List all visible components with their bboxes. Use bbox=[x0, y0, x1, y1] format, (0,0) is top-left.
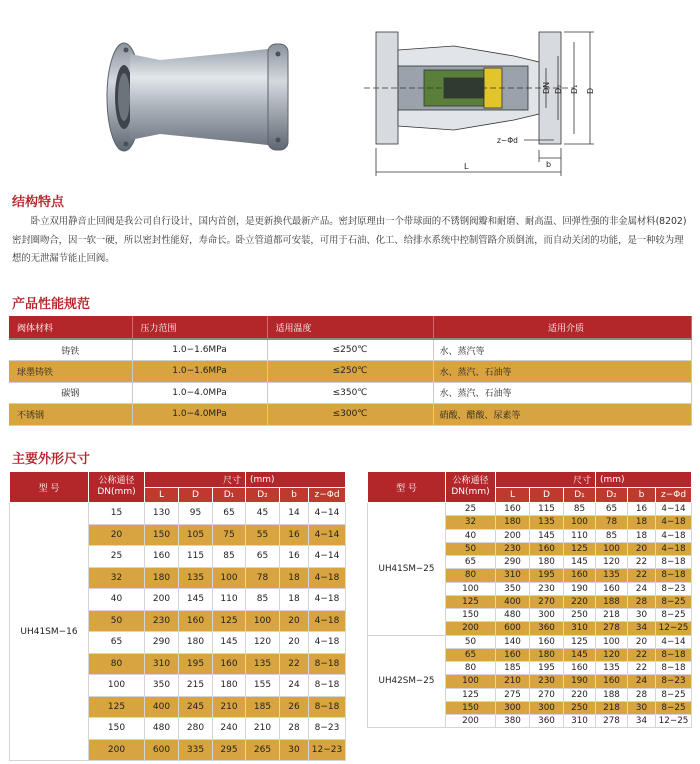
header-unit: (mm) bbox=[246, 472, 346, 488]
table-cell: 85 bbox=[596, 529, 628, 542]
table-cell: 200 bbox=[446, 715, 496, 728]
table-cell: 150 bbox=[145, 524, 179, 546]
table-cell: 水、蒸汽等 bbox=[433, 339, 691, 361]
table-cell: 75 bbox=[213, 524, 246, 546]
header-dn-right: 公称通径DN(mm) bbox=[446, 472, 496, 503]
table-cell: 20 bbox=[280, 610, 309, 632]
table-cell: 110 bbox=[213, 589, 246, 611]
header-col: D₁ bbox=[213, 488, 246, 503]
table-cell: 145 bbox=[564, 556, 596, 569]
table-cell: 265 bbox=[246, 739, 280, 761]
table-cell: 不锈钢 bbox=[9, 404, 132, 426]
dimensions-table-right bbox=[367, 471, 692, 728]
table-cell: 125 bbox=[446, 595, 496, 608]
table-cell: 25 bbox=[89, 546, 145, 568]
header-col: D₂ bbox=[596, 488, 628, 503]
table-cell: 8−18 bbox=[656, 648, 692, 661]
table-cell: 4−14 bbox=[656, 635, 692, 648]
table-cell: 110 bbox=[564, 529, 596, 542]
header-col: L bbox=[496, 488, 530, 503]
table-cell: 145 bbox=[530, 529, 564, 542]
table-cell: 26 bbox=[280, 696, 309, 718]
table-cell: 180 bbox=[179, 632, 213, 654]
table-cell: 230 bbox=[530, 675, 564, 688]
table-cell: 32 bbox=[446, 516, 496, 529]
structure-title: 结构特点 bbox=[12, 195, 65, 210]
table-cell: 335 bbox=[179, 739, 213, 761]
table-cell: 20 bbox=[628, 542, 656, 555]
table-cell: 65 bbox=[446, 648, 496, 661]
table-cell: 32 bbox=[89, 567, 145, 589]
dimensions-right-body bbox=[368, 503, 692, 728]
table-cell: 195 bbox=[530, 662, 564, 675]
table-cell: 135 bbox=[596, 569, 628, 582]
table-cell: 310 bbox=[564, 622, 596, 635]
performance-title: 产品性能规范 bbox=[12, 297, 91, 312]
table-cell: 80 bbox=[89, 653, 145, 675]
table-cell: 65 bbox=[213, 503, 246, 525]
label-d: D bbox=[586, 87, 595, 94]
table-cell: 22 bbox=[628, 569, 656, 582]
table-cell: 200 bbox=[145, 589, 179, 611]
table-cell: 250 bbox=[564, 609, 596, 622]
label-dn: DN bbox=[542, 81, 551, 94]
table-cell: 200 bbox=[89, 739, 145, 761]
table-cell: 310 bbox=[564, 715, 596, 728]
table-cell: 360 bbox=[530, 715, 564, 728]
table-cell: 220 bbox=[564, 595, 596, 608]
table-cell: 水、蒸汽、石油等 bbox=[433, 361, 691, 383]
table-cell: 100 bbox=[446, 582, 496, 595]
table-cell: 145 bbox=[179, 589, 213, 611]
header-col: b bbox=[280, 488, 309, 503]
table-cell: 230 bbox=[145, 610, 179, 632]
header-col: z−Φd bbox=[656, 488, 692, 503]
header-col: z−Φd bbox=[309, 488, 346, 503]
table-row bbox=[9, 361, 691, 383]
table-cell: 300 bbox=[530, 701, 564, 714]
table-cell: 160 bbox=[564, 569, 596, 582]
header-dn: 公称通径DN(mm) bbox=[89, 472, 145, 503]
table-cell: 400 bbox=[145, 696, 179, 718]
table-cell: 280 bbox=[179, 718, 213, 740]
table-cell: 155 bbox=[246, 675, 280, 697]
table-cell: 140 bbox=[496, 635, 530, 648]
table-cell: 215 bbox=[179, 675, 213, 697]
model-cell: UH41SM−16 bbox=[10, 503, 89, 761]
table-cell: 球墨铸铁 bbox=[9, 361, 132, 383]
table-cell: 8−25 bbox=[656, 595, 692, 608]
table-cell: 115 bbox=[179, 546, 213, 568]
table-cell: 55 bbox=[246, 524, 280, 546]
table-cell: 34 bbox=[628, 622, 656, 635]
table-cell: 25 bbox=[446, 503, 496, 516]
table-cell: 210 bbox=[496, 675, 530, 688]
table-cell: 硝酸、醋酸、尿素等 bbox=[433, 404, 691, 426]
table-cell: 8−23 bbox=[309, 718, 346, 740]
table-cell: 28 bbox=[280, 718, 309, 740]
table-cell: 15 bbox=[89, 503, 145, 525]
table-cell: 100 bbox=[213, 567, 246, 589]
table-cell: 190 bbox=[564, 675, 596, 688]
header-col: L bbox=[145, 488, 179, 503]
table-cell: 300 bbox=[496, 701, 530, 714]
label-hole: z−Φd bbox=[497, 136, 518, 145]
table-cell: 4−18 bbox=[309, 610, 346, 632]
table-cell: 150 bbox=[446, 609, 496, 622]
table-cell: 350 bbox=[145, 675, 179, 697]
table-cell: 24 bbox=[628, 582, 656, 595]
table-cell: 18 bbox=[280, 567, 309, 589]
table-cell: 22 bbox=[628, 648, 656, 661]
table-cell: 4−14 bbox=[309, 546, 346, 568]
table-cell: 22 bbox=[628, 556, 656, 569]
table-cell: 20 bbox=[280, 632, 309, 654]
table-cell: 350 bbox=[496, 582, 530, 595]
table-cell: 85 bbox=[213, 546, 246, 568]
table-cell: 65 bbox=[246, 546, 280, 568]
table-cell: 278 bbox=[596, 715, 628, 728]
table-cell: 4−14 bbox=[656, 503, 692, 516]
table-cell: ≤250℃ bbox=[267, 339, 433, 361]
table-cell: 160 bbox=[496, 648, 530, 661]
table-cell: 125 bbox=[213, 610, 246, 632]
label-d2: D₂ bbox=[554, 84, 563, 94]
table-cell: 275 bbox=[496, 688, 530, 701]
header-medium: 适用介质 bbox=[433, 316, 691, 339]
table-cell: 380 bbox=[496, 715, 530, 728]
table-cell: 160 bbox=[496, 503, 530, 516]
table-cell: 4−14 bbox=[309, 524, 346, 546]
table-cell: 8−25 bbox=[656, 688, 692, 701]
table-cell: 188 bbox=[596, 688, 628, 701]
table-cell: 8−18 bbox=[656, 662, 692, 675]
header-model-right: 型 号 bbox=[368, 472, 446, 503]
header-col: D bbox=[530, 488, 564, 503]
header-size-right: 尺寸 bbox=[496, 472, 596, 488]
table-cell: 24 bbox=[628, 675, 656, 688]
table-cell: 水、蒸汽、石油等 bbox=[433, 382, 691, 404]
table-cell: 80 bbox=[446, 662, 496, 675]
table-cell: 160 bbox=[596, 675, 628, 688]
table-cell: 65 bbox=[89, 632, 145, 654]
table-cell: 78 bbox=[246, 567, 280, 589]
performance-table bbox=[9, 316, 692, 426]
table-cell: 180 bbox=[496, 516, 530, 529]
table-cell: 40 bbox=[446, 529, 496, 542]
header-col: b bbox=[628, 488, 656, 503]
table-cell: 4−18 bbox=[309, 589, 346, 611]
table-cell: 8−18 bbox=[309, 675, 346, 697]
table-cell: 135 bbox=[530, 516, 564, 529]
table-cell: 4−18 bbox=[656, 516, 692, 529]
table-cell: 20 bbox=[89, 524, 145, 546]
table-cell: 18 bbox=[280, 589, 309, 611]
table-cell: 160 bbox=[213, 653, 246, 675]
table-cell: 8−18 bbox=[309, 696, 346, 718]
header-temperature: 适用温度 bbox=[267, 316, 433, 339]
label-b: b bbox=[546, 160, 552, 169]
table-cell: 100 bbox=[564, 516, 596, 529]
table-cell: 145 bbox=[564, 648, 596, 661]
table-cell: 100 bbox=[596, 542, 628, 555]
table-cell: 12−25 bbox=[656, 715, 692, 728]
table-cell: 50 bbox=[446, 542, 496, 555]
label-l: L bbox=[464, 162, 469, 171]
table-cell: 130 bbox=[145, 503, 179, 525]
table-cell: 22 bbox=[280, 653, 309, 675]
table-cell: 50 bbox=[89, 610, 145, 632]
table-cell: 210 bbox=[213, 696, 246, 718]
table-cell: 160 bbox=[530, 635, 564, 648]
table-cell: 188 bbox=[596, 595, 628, 608]
table-cell: 190 bbox=[564, 582, 596, 595]
table-cell: 1.0−1.6MPa bbox=[132, 339, 267, 361]
table-cell: 295 bbox=[213, 739, 246, 761]
table-cell: 290 bbox=[145, 632, 179, 654]
performance-body bbox=[9, 339, 691, 425]
table-cell: 8−23 bbox=[656, 582, 692, 595]
table-cell: 28 bbox=[628, 688, 656, 701]
valve-photo bbox=[100, 38, 300, 156]
table-cell: 18 bbox=[628, 516, 656, 529]
table-cell: 碳钢 bbox=[9, 382, 132, 404]
header-model: 型 号 bbox=[10, 472, 89, 503]
table-cell: ≤350℃ bbox=[267, 382, 433, 404]
table-cell: 160 bbox=[179, 610, 213, 632]
table-cell: 278 bbox=[596, 622, 628, 635]
table-cell: 34 bbox=[628, 715, 656, 728]
table-cell: 22 bbox=[628, 662, 656, 675]
table-cell: 95 bbox=[179, 503, 213, 525]
table-cell: 8−18 bbox=[656, 569, 692, 582]
table-cell: 270 bbox=[530, 595, 564, 608]
table-cell: 4−14 bbox=[309, 503, 346, 525]
table-cell: 125 bbox=[564, 542, 596, 555]
table-cell: 78 bbox=[596, 516, 628, 529]
table-cell: 100 bbox=[246, 610, 280, 632]
table-cell: 125 bbox=[89, 696, 145, 718]
table-cell: 28 bbox=[628, 595, 656, 608]
dimensions-table-left bbox=[9, 471, 346, 761]
table-cell: 1.0−1.6MPa bbox=[132, 361, 267, 383]
table-cell: 145 bbox=[213, 632, 246, 654]
model-cell: UH41SM−25 bbox=[368, 503, 446, 636]
table-cell: 120 bbox=[596, 556, 628, 569]
table-cell: 8−18 bbox=[309, 653, 346, 675]
table-cell: 16 bbox=[280, 524, 309, 546]
table-cell: 250 bbox=[564, 701, 596, 714]
table-cell: 195 bbox=[530, 569, 564, 582]
table-cell: 65 bbox=[596, 503, 628, 516]
header-col: D₁ bbox=[564, 488, 596, 503]
table-cell: 200 bbox=[496, 529, 530, 542]
table-cell: 4−18 bbox=[656, 542, 692, 555]
table-cell: 18 bbox=[628, 529, 656, 542]
table-row bbox=[368, 503, 692, 516]
header-col: D bbox=[179, 488, 213, 503]
table-cell: 85 bbox=[246, 589, 280, 611]
table-cell: 12−23 bbox=[309, 739, 346, 761]
table-row bbox=[9, 382, 691, 404]
table-cell: 150 bbox=[89, 718, 145, 740]
table-cell: 135 bbox=[179, 567, 213, 589]
table-cell: 180 bbox=[145, 567, 179, 589]
table-cell: 12−25 bbox=[656, 622, 692, 635]
table-cell: 105 bbox=[179, 524, 213, 546]
table-cell: 240 bbox=[213, 718, 246, 740]
table-cell: 160 bbox=[596, 582, 628, 595]
table-cell: 16 bbox=[628, 503, 656, 516]
table-cell: 160 bbox=[564, 662, 596, 675]
header-unit-right: (mm) bbox=[596, 472, 692, 488]
table-cell: 290 bbox=[496, 556, 530, 569]
label-d1: D₁ bbox=[570, 84, 579, 94]
performance-header-row bbox=[9, 316, 691, 339]
table-cell: 4−18 bbox=[309, 632, 346, 654]
table-cell: 20 bbox=[628, 635, 656, 648]
table-cell: 230 bbox=[530, 582, 564, 595]
table-cell: 600 bbox=[496, 622, 530, 635]
table-cell: 360 bbox=[530, 622, 564, 635]
table-cell: 80 bbox=[446, 569, 496, 582]
table-cell: 180 bbox=[530, 648, 564, 661]
table-cell: 85 bbox=[564, 503, 596, 516]
table-cell: 30 bbox=[628, 701, 656, 714]
table-cell: 218 bbox=[596, 609, 628, 622]
header-pressure: 压力范围 bbox=[132, 316, 267, 339]
table-cell: 4−18 bbox=[656, 529, 692, 542]
table-cell: 600 bbox=[145, 739, 179, 761]
table-cell: 1.0−4.0MPa bbox=[132, 382, 267, 404]
table-row bbox=[368, 635, 692, 648]
table-cell: 115 bbox=[530, 503, 564, 516]
table-cell: 4−18 bbox=[309, 567, 346, 589]
table-cell: 185 bbox=[246, 696, 280, 718]
table-cell: 24 bbox=[280, 675, 309, 697]
table-cell: 14 bbox=[280, 503, 309, 525]
table-cell: ≤250℃ bbox=[267, 361, 433, 383]
table-row bbox=[9, 404, 691, 426]
table-cell: 120 bbox=[596, 648, 628, 661]
header-col: D₂ bbox=[246, 488, 280, 503]
dimensions-left-body bbox=[10, 503, 346, 761]
table-row bbox=[9, 339, 691, 361]
table-cell: 180 bbox=[213, 675, 246, 697]
table-cell: 195 bbox=[179, 653, 213, 675]
table-cell: 185 bbox=[496, 662, 530, 675]
table-cell: 125 bbox=[446, 688, 496, 701]
table-cell: 230 bbox=[496, 542, 530, 555]
table-cell: 160 bbox=[145, 546, 179, 568]
table-cell: 220 bbox=[564, 688, 596, 701]
table-cell: 125 bbox=[564, 635, 596, 648]
table-cell: ≤300℃ bbox=[267, 404, 433, 426]
table-cell: 135 bbox=[246, 653, 280, 675]
table-cell: 8−25 bbox=[656, 701, 692, 714]
table-cell: 30 bbox=[280, 739, 309, 761]
table-cell: 65 bbox=[446, 556, 496, 569]
table-cell: 150 bbox=[446, 701, 496, 714]
table-cell: 480 bbox=[145, 718, 179, 740]
table-cell: 310 bbox=[496, 569, 530, 582]
table-cell: 16 bbox=[280, 546, 309, 568]
dimensions-title: 主要外形尺寸 bbox=[12, 452, 91, 467]
table-cell: 1.0−4.0MPa bbox=[132, 404, 267, 426]
intro-paragraph: 卧立双用静音止回阀是我公司自行设计，国内首创，是更新换代最新产品。密封原理由一个带球面的不锈钢阀瓣和耐磨、耐高温、回弹性强的非金属材料(8202)密封圈吻合，因一软一硬，所以密封性能好，寿命长。卧立管道都可安装，可用于石油、化工、给排水系统中控制管路介质倒流，而自动关闭的功能，是一种较为理想的无泄漏节能止回阀。 bbox=[12, 216, 687, 264]
table-cell: 218 bbox=[596, 701, 628, 714]
table-cell: 245 bbox=[179, 696, 213, 718]
valve-section-drawing bbox=[364, 22, 604, 182]
table-cell: 120 bbox=[246, 632, 280, 654]
table-cell: 100 bbox=[596, 635, 628, 648]
table-cell: 160 bbox=[530, 542, 564, 555]
table-cell: 8−25 bbox=[656, 609, 692, 622]
table-cell: 210 bbox=[246, 718, 280, 740]
model-cell: UH42SM−25 bbox=[368, 635, 446, 728]
header-material: 阀体材料 bbox=[9, 316, 132, 339]
header-size: 尺寸 bbox=[145, 472, 246, 488]
table-cell: 480 bbox=[496, 609, 530, 622]
table-cell: 40 bbox=[89, 589, 145, 611]
table-cell: 30 bbox=[628, 609, 656, 622]
table-cell: 270 bbox=[530, 688, 564, 701]
table-cell: 铸铁 bbox=[9, 339, 132, 361]
table-cell: 200 bbox=[446, 622, 496, 635]
table-cell: 8−18 bbox=[656, 556, 692, 569]
table-cell: 310 bbox=[145, 653, 179, 675]
table-cell: 400 bbox=[496, 595, 530, 608]
table-cell: 100 bbox=[446, 675, 496, 688]
table-cell: 8−23 bbox=[656, 675, 692, 688]
table-row bbox=[10, 503, 346, 525]
table-cell: 100 bbox=[89, 675, 145, 697]
table-cell: 135 bbox=[596, 662, 628, 675]
table-cell: 180 bbox=[530, 556, 564, 569]
table-cell: 300 bbox=[530, 609, 564, 622]
table-cell: 50 bbox=[446, 635, 496, 648]
table-cell: 45 bbox=[246, 503, 280, 525]
